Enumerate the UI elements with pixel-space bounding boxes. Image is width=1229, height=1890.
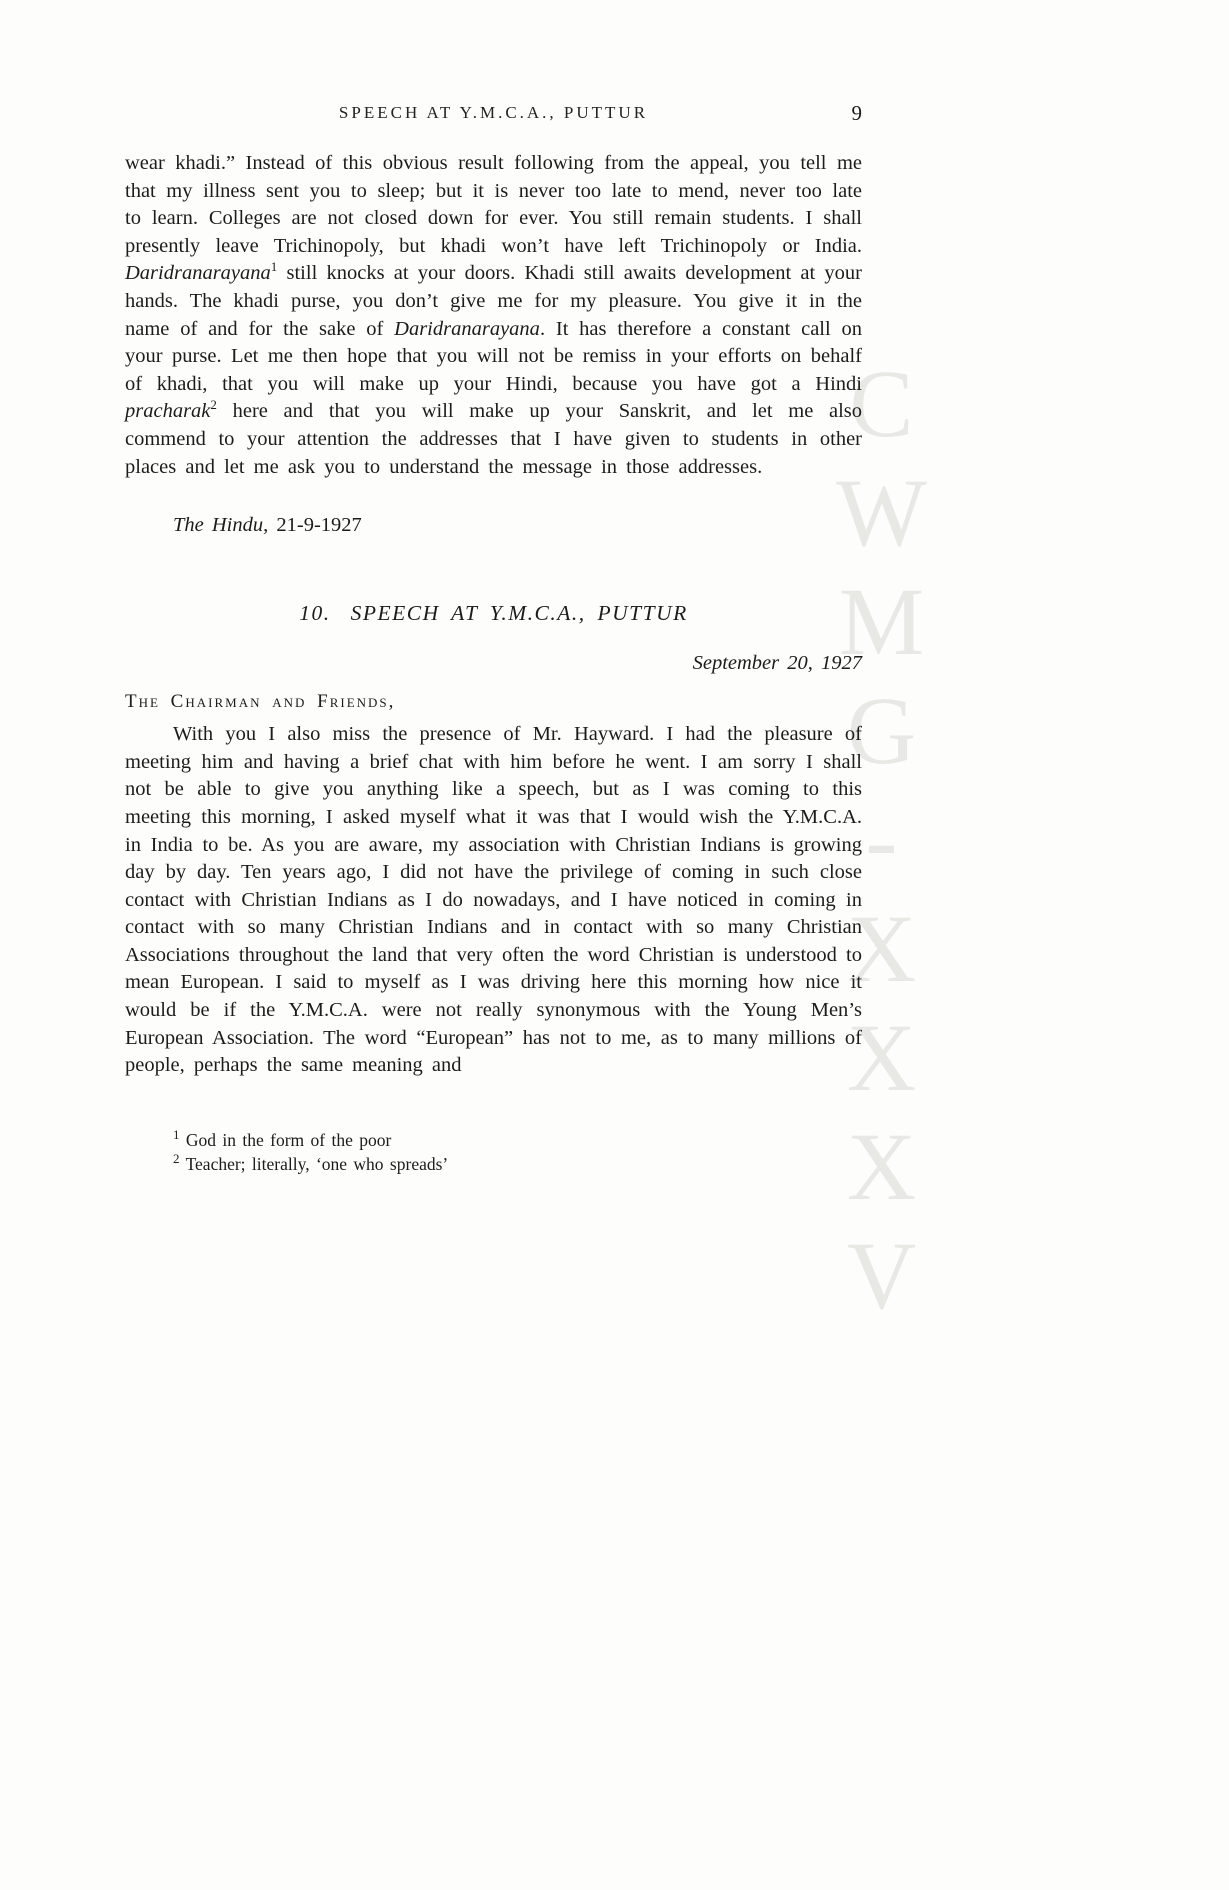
footnote-text: God in the form of the poor xyxy=(185,1129,392,1150)
running-header xyxy=(125,103,862,133)
salutation: The Chairman and Friends, xyxy=(125,691,396,713)
footnote-text: Teacher; literally, ‘one who spreads’ xyxy=(185,1154,449,1175)
footnote-ref-2: 2 xyxy=(210,397,217,413)
paragraph-continuation xyxy=(125,150,862,481)
footnote xyxy=(173,1152,862,1177)
page-content xyxy=(125,103,862,1177)
paragraph-text: . It has therefore a constant call on your purse. Let me then hope that you will not be remiss in your efforts on behalf of khadi, that you will make up your Hindi, because you have got a Hindi xyxy=(125,317,862,395)
footnote-ref-1: 1 xyxy=(270,259,278,275)
page-number: 9 xyxy=(851,101,862,125)
footnotes xyxy=(125,1128,862,1177)
section-title: SPEECH AT Y.M.C.A., PUTTUR xyxy=(350,601,688,626)
source-date: , 21-9-1927 xyxy=(263,514,362,537)
paragraph-text: wear khadi.” Instead of this obvious result following from the appeal, you tell me that my illness sent you to sleep; but it is never too late to mend, never too late to learn. Colleges are not closed down for ever. You still remain students. I shall presently leave Trichinopoly, but khadi won’t have left Trichinopoly or India. xyxy=(125,152,862,257)
date-line xyxy=(125,652,862,675)
footnote-marker: 1 xyxy=(173,1127,180,1143)
source-title: The Hindu xyxy=(173,514,264,537)
italic-term: Daridranarayana xyxy=(394,317,540,340)
section-heading xyxy=(125,601,862,626)
section-number: 10. xyxy=(299,601,331,626)
volume-watermark: CWMG-XXXV xyxy=(828,350,935,1331)
running-title: SPEECH AT Y.M.C.A., PUTTUR xyxy=(338,103,649,122)
date-text: September 20, 1927 xyxy=(692,652,862,675)
source-line xyxy=(125,514,862,537)
italic-term: pracharak xyxy=(125,400,211,423)
footnote xyxy=(173,1128,862,1153)
paragraph-text: still knocks at your doors. Khadi still awaits development at your hands. The khadi purse, you don’t give me for my pleasure. You give it in the name of and for the sake of xyxy=(125,262,862,340)
italic-term: Daridranarayana xyxy=(125,262,271,285)
paragraph-text: here and that you will make up your Sanskrit, and let me also commend to your attention the addresses that I have given to students in other places and let me ask you to understand the message in those addresses. xyxy=(125,400,862,478)
speech-paragraph: With you I also miss the presence of Mr. Hayward. I had the pleasure of meeting him and having a brief chat with him before he went. I am sorry I shall not be able to give you anything like a speech, but as I was coming to this meeting this morning, I asked myself what it was that I would wish the Y.M.C.A. in India to be. As you are aware, my association with Christian Indians is growing day by day. Ten years ago, I did not have the privilege of coming in such close contact with Christian Indians as I do nowadays, and I have noticed in coming in contact with so many Christian Indians and in contact with so many Christian Associations throughout the land that very often the word Christian is understood to mean European. I said to myself as I was driving here this morning how nice it would be if the Y.M.C.A. were not really synonymous with the Young Men’s European Association. The word “European” has not to me, as to many millions of people, perhaps the same meaning and xyxy=(125,723,862,1077)
footnote-marker: 2 xyxy=(173,1151,180,1167)
